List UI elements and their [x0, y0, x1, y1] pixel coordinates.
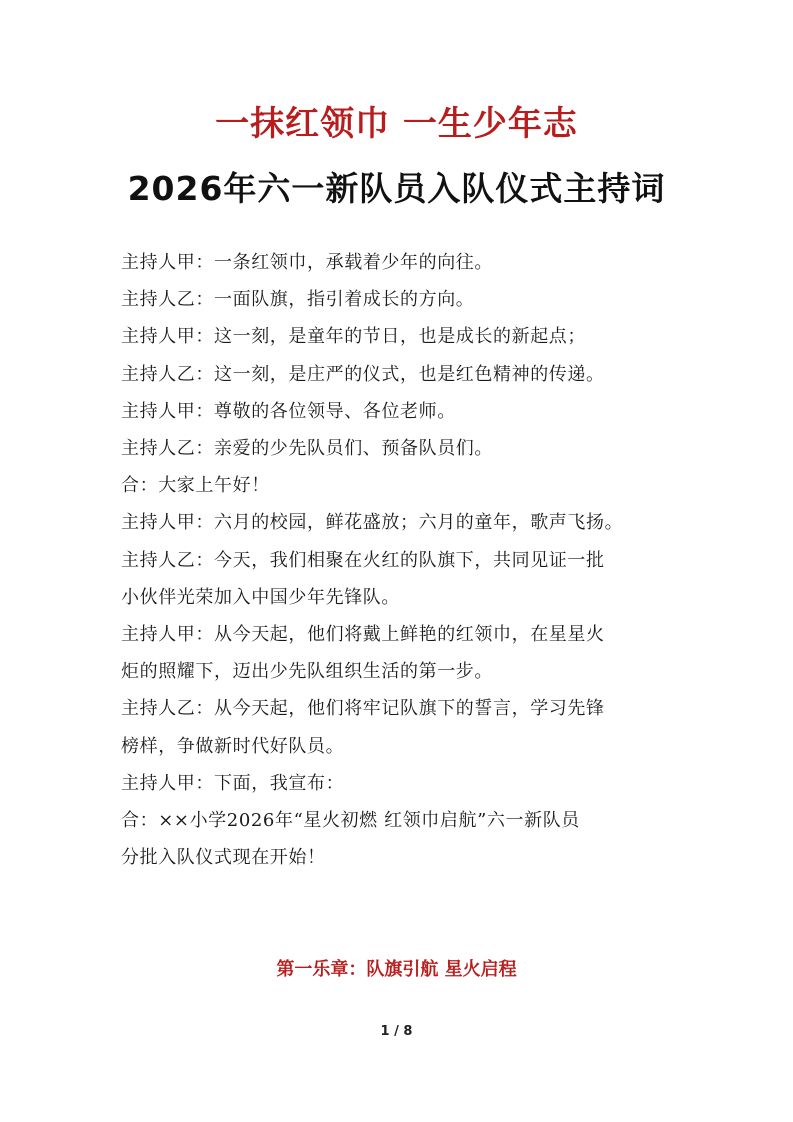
script-line: 主持人甲：一条红领巾，承载着少年的向往。 — [121, 252, 493, 273]
script-body — [121, 244, 677, 876]
script-line: 主持人甲：六月的校园，鲜花盛放；六月的童年，歌声飞扬。 — [121, 512, 624, 534]
script-line: 主持人甲：尊敬的各位领导、各位老师。 — [121, 400, 456, 422]
script-line: 主持人甲：这一刻，是童年的节日，也是成长的新起点； — [121, 326, 586, 348]
script-line: 主持人乙：今天，我们相聚在火红的队旗下，共同见证一批 — [121, 549, 605, 571]
page-number: 1 / 8 — [380, 1024, 413, 1039]
script-line: 炬的照耀下，迈出少先队组织生活的第一步。 — [121, 661, 493, 683]
document-title: 一抹红领巾 一生少年志 — [215, 104, 578, 144]
document-subtitle: 2026年六一新队员入队仪式主持词 — [127, 169, 666, 208]
script-line: 分批入队仪式现在开始！ — [121, 847, 326, 869]
script-line: 主持人甲：从今天起，他们将戴上鲜艳的红领巾，在星星火 — [121, 624, 605, 646]
script-line: 小伙伴光荣加入中国少年先锋队。 — [121, 586, 400, 608]
script-line: 主持人乙：亲爱的少先队员们、预备队员们。 — [121, 438, 493, 460]
script-line: 主持人乙：这一刻，是庄严的仪式，也是红色精神的传递。 — [121, 363, 605, 385]
script-line: 榜样，争做新时代好队员。 — [121, 735, 345, 757]
script-line: 合：大家上午好！ — [121, 475, 270, 497]
script-line: 主持人乙：从今天起，他们将牢记队旗下的誓言，学习先锋 — [121, 698, 605, 720]
script-line: 合：××小学2026年“星火初燃 红领巾启航”六一新队员 — [121, 810, 580, 832]
section-heading: 第一乐章：队旗引航 星火启程 — [276, 959, 517, 980]
script-line: 主持人甲：下面，我宣布： — [121, 772, 345, 794]
script-line: 主持人乙：一面队旗，指引着成长的方向。 — [121, 289, 475, 311]
